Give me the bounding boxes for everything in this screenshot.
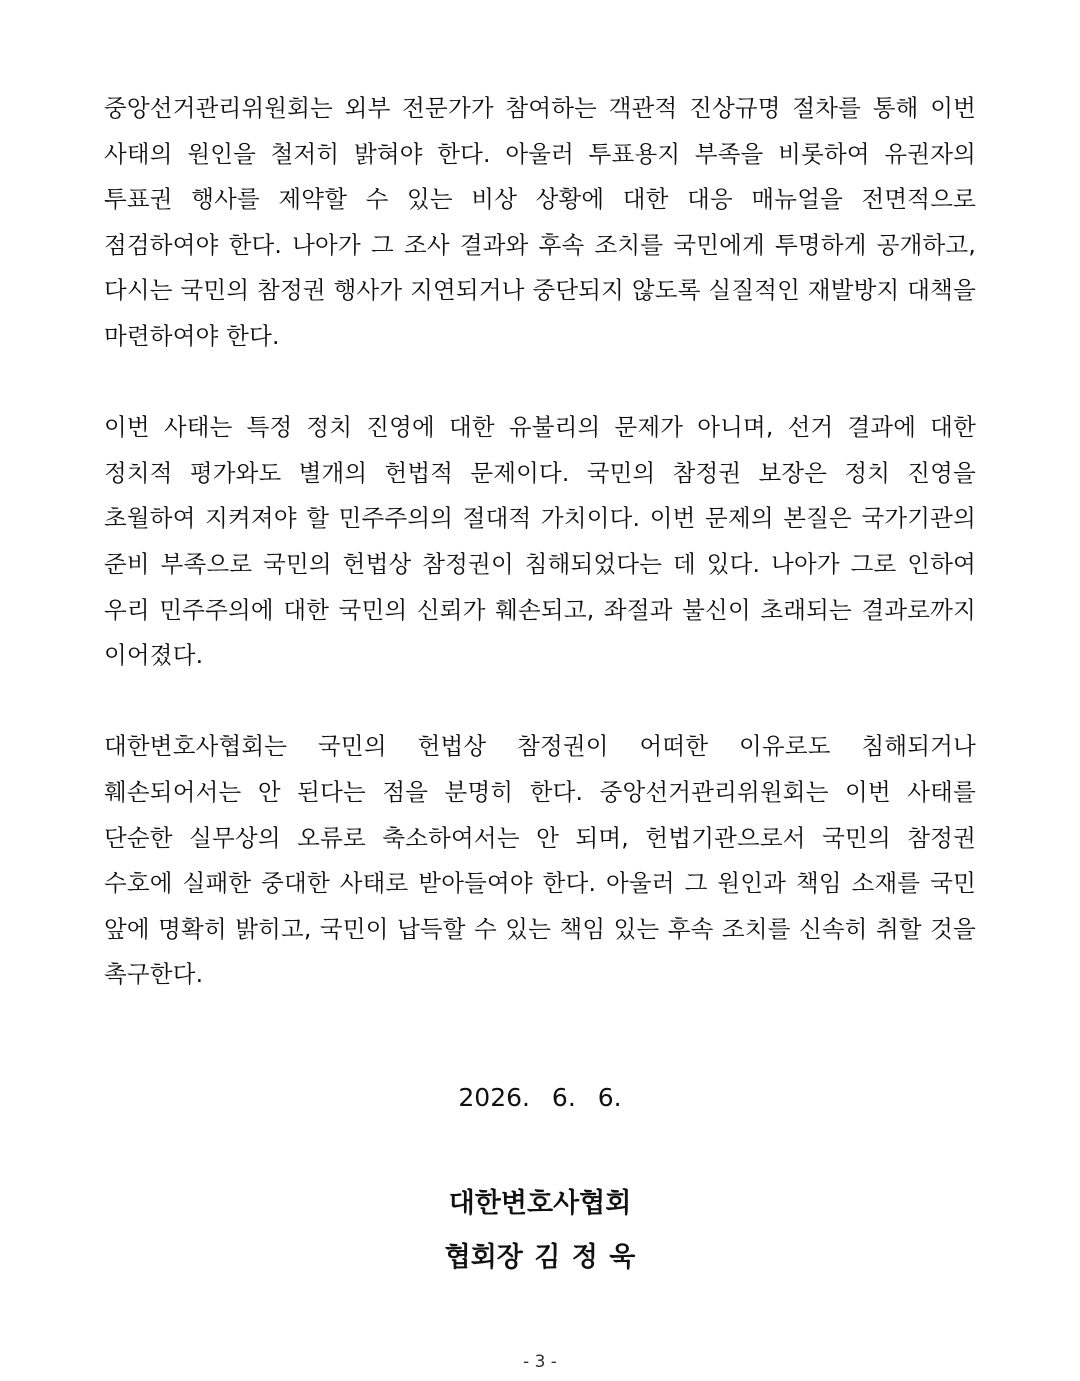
paragraph-2: 이번 사태는 특정 정치 진영에 대한 유불리의 문제가 아니며, 선거 결과에 대한 정치적 평가와도 별개의 헌법적 문제이다. 국민의 참정권 보장은 정치 진영을 초월하여 지켜져야 할 민주주의의 절대적 가치이다. 이번 문제의 본질은 국가기관의 준비 부족으로 국민의 헌법상 참정권이 침해되었다는 데 있다. 나아가 그로 인하여 우리 민주주의에 대한 국민의 신뢰가 훼손되고, 좌절과 불신이 초래되는 결과로까지 이어졌다. xyxy=(104,413,976,670)
paragraph-1: 중앙선거관리위원회는 외부 전문가가 참여하는 객관적 진상규명 절차를 통해 이번 사태의 원인을 철저히 밝혀야 한다. 아울러 투표용지 부족을 비롯하여 유권자의 투표권 행사를 제약할 수 있는 비상 상황에 대한 대응 매뉴얼을 전면적으로 점검하여야 한다. 나아가 그 조사 결과와 후속 조치를 국민에게 투명하게 공개하고, 다시는 국민의 참정권 행사가 지연되거나 중단되지 않도록 실질적인 재발방지 대책을 마련하여야 한다. xyxy=(104,94,976,350)
paragraph-3: 대한변호사협회는 국민의 헌법상 참정권이 어떠한 이유로도 침해되거나 훼손되어서는 안 된다는 점을 분명히 한다. 중앙선거관리위원회는 이번 사태를 단순한 실무상의 오류로 축소하여서는 안 되며, 헌법기관으로서 국민의 참정권 수호에 실패한 중대한 사태로 받아들여야 한다. 아울러 그 원인과 책임 소재를 국민 앞에 명확히 밝히고, 국민이 납득할 수 있는 책임 있는 후속 조치를 신속히 취할 것을 촉구한다. xyxy=(104,732,976,989)
statement-date: 2026. 6. 6. xyxy=(458,1083,622,1112)
president-signature: 협회장 김 정 욱 xyxy=(444,1242,636,1273)
page-number: - 3 - xyxy=(523,1352,557,1372)
document-body xyxy=(104,86,976,998)
organization-name: 대한변호사협회 xyxy=(448,1188,632,1219)
